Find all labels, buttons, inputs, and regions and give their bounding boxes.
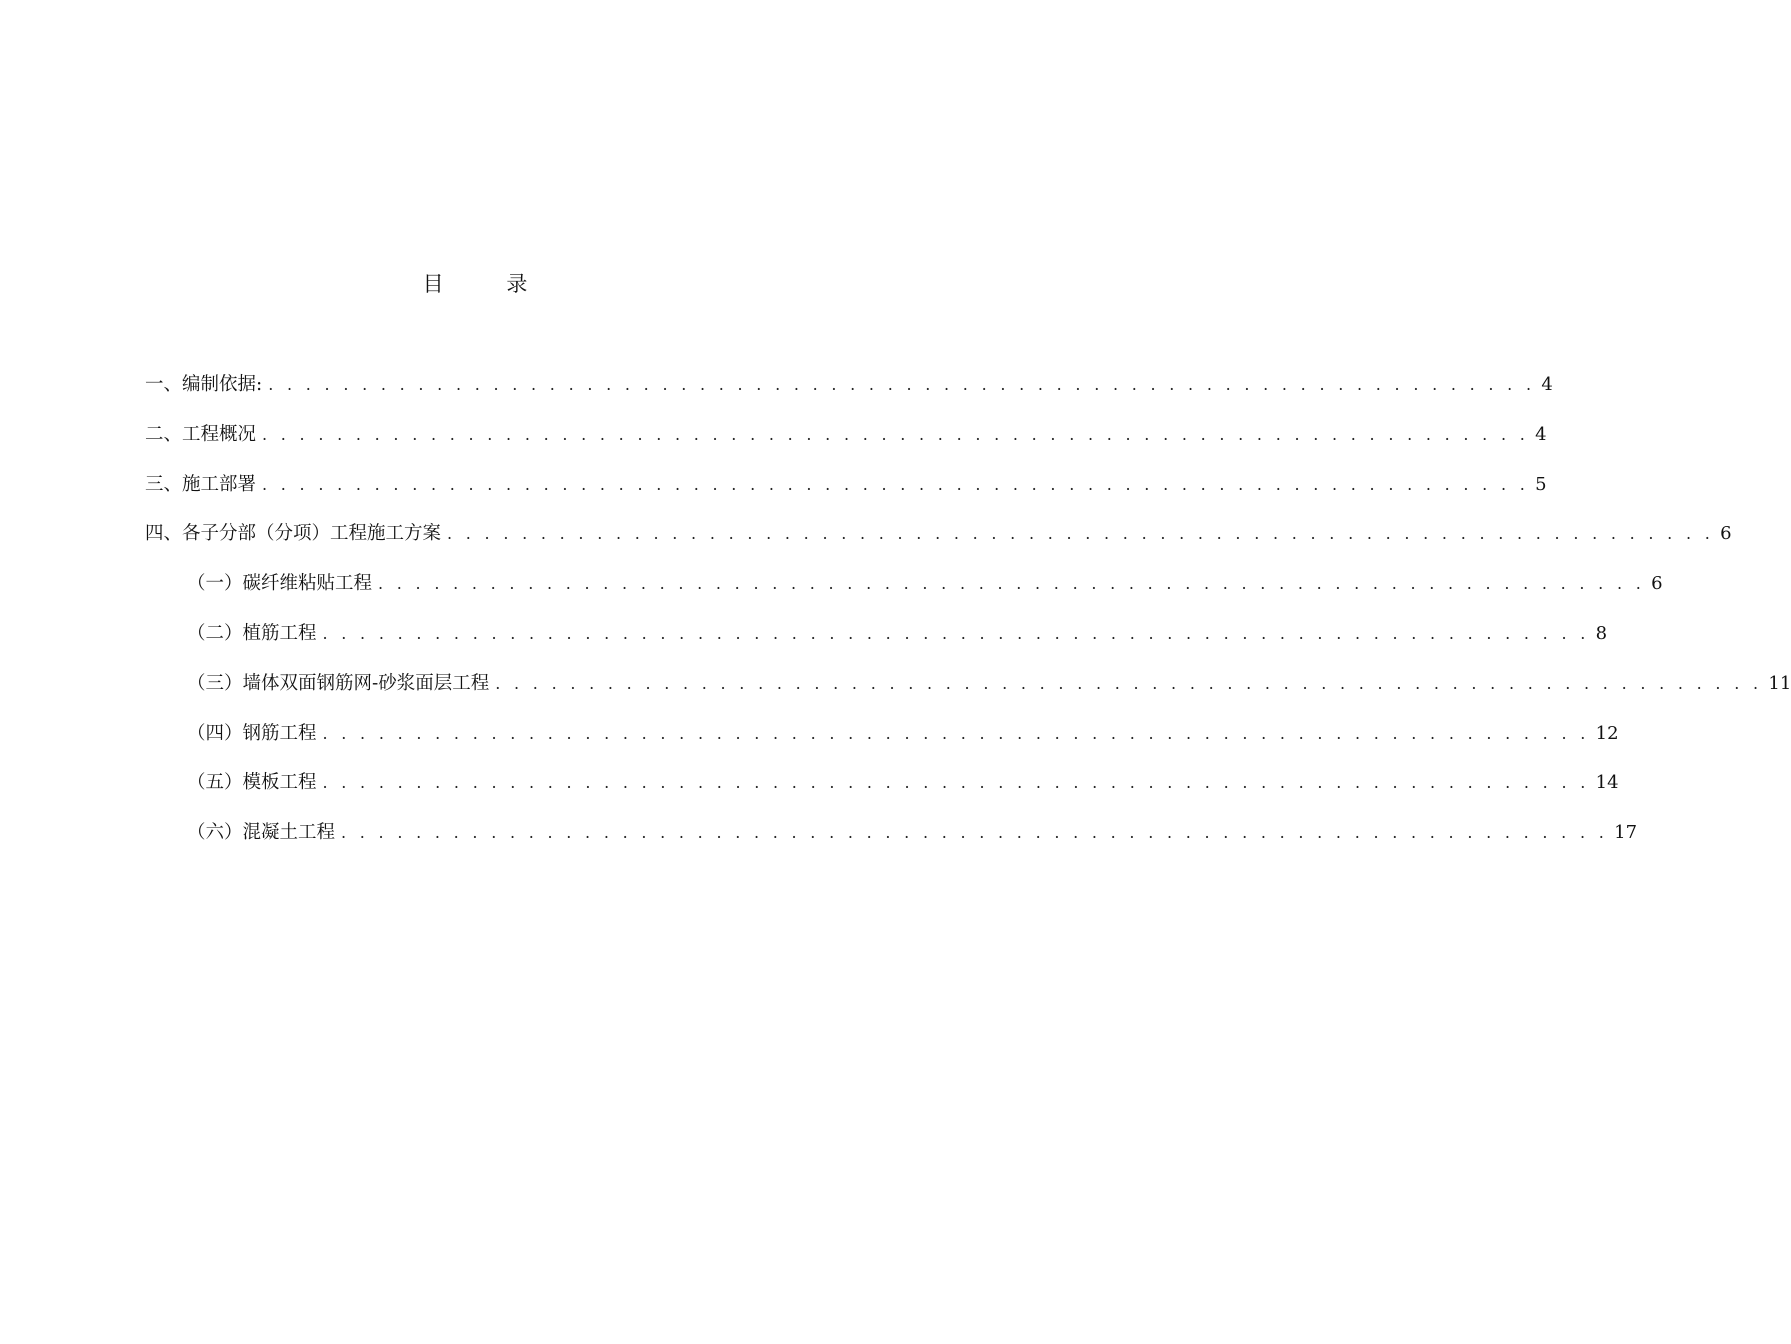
toc-entry-text: 二、工程概况 bbox=[145, 423, 257, 445]
toc-page-number: 5 bbox=[1535, 473, 1547, 495]
toc-entry-text: （六）混凝土工程 bbox=[187, 822, 336, 844]
toc-entry[interactable] bbox=[145, 668, 1791, 718]
toc-entry-text: （一）碳纤维粘贴工程 bbox=[187, 573, 373, 595]
toc-entry-text: 三、施工部署 bbox=[145, 473, 257, 495]
toc-entry-text: （五）模板工程 bbox=[187, 772, 317, 794]
toc-entry[interactable] bbox=[145, 767, 1619, 817]
table-of-contents bbox=[145, 369, 1791, 867]
toc-entry-text: （二）植筋工程 bbox=[187, 622, 317, 644]
toc-page-number: 8 bbox=[1595, 622, 1608, 644]
toc-entry[interactable] bbox=[145, 369, 1553, 419]
toc-entry[interactable] bbox=[145, 469, 1547, 519]
toc-entry[interactable] bbox=[145, 718, 1619, 768]
toc-leader-dots: . . . . . . . . . . . . . . . . . . . . . . . . . . . . . . . . . . . . . . . . . . . . . . . . . . . . . . . . . . . . . . . . . . . . bbox=[268, 375, 1536, 394]
toc-entry[interactable] bbox=[145, 568, 1663, 618]
toc-leader-dots: . . . . . . . . . . . . . . . . . . . . . . . . . . . . . . . . . . . . . . . . . . . . . . . . . . . . . . . . . . . . . . . . . . . . bbox=[322, 773, 1590, 793]
toc-page-number: 14 bbox=[1595, 772, 1619, 794]
toc-entry-text: （三）墙体双面钢筋网-砂浆面层工程 bbox=[187, 672, 490, 694]
toc-leader-dots: . . . . . . . . . . . . . . . . . . . . . . . . . . . . . . . . . . . . . . . . . . . . . . . . . . . . . . . . . . . . . . . . . . . . bbox=[341, 823, 1609, 843]
toc-entry-text: 一、编制依据: bbox=[145, 374, 263, 395]
toc-leader-dots: . . . . . . . . . . . . . . . . . . . . . . . . . . . . . . . . . . . . . . . . . . . . . . . . . . . . . . . . . . . . . . . . . . . . bbox=[322, 723, 1590, 743]
toc-entry[interactable] bbox=[145, 419, 1547, 469]
toc-leader-dots: . . . . . . . . . . . . . . . . . . . . . . . . . . . . . . . . . . . . . . . . . . . . . . . . . . . . . . . . . . . . . . . . . . . . bbox=[447, 524, 1715, 544]
toc-entry-text: 四、各子分部（分项）工程施工方案 bbox=[145, 523, 442, 545]
toc-page-number: 17 bbox=[1614, 822, 1638, 844]
toc-entry-text: （四）钢筋工程 bbox=[187, 722, 317, 744]
toc-page-number: 6 bbox=[1720, 523, 1732, 545]
toc-page-number: 4 bbox=[1535, 423, 1547, 445]
toc-entry[interactable] bbox=[145, 618, 1608, 668]
toc-page-number: 11 bbox=[1768, 672, 1791, 694]
toc-page-number: 6 bbox=[1651, 573, 1663, 595]
toc-page-number: 4 bbox=[1541, 374, 1553, 395]
toc-leader-dots: . . . . . . . . . . . . . . . . . . . . . . . . . . . . . . . . . . . . . . . . . . . . . . . . . . . . . . . . . . . . . . . . . . . . bbox=[262, 474, 1530, 494]
toc-leader-dots: . . . . . . . . . . . . . . . . . . . . . . . . . . . . . . . . . . . . . . . . . . . . . . . . . . . . . . . . . . . . . . . . . . . . bbox=[322, 623, 1590, 643]
toc-entry[interactable] bbox=[145, 817, 1638, 867]
toc-leader-dots: . . . . . . . . . . . . . . . . . . . . . . . . . . . . . . . . . . . . . . . . . . . . . . . . . . . . . . . . . . . . . . . . . . . . bbox=[378, 574, 1646, 594]
toc-leader-dots: . . . . . . . . . . . . . . . . . . . . . . . . . . . . . . . . . . . . . . . . . . . . . . . . . . . . . . . . . . . . . . . . . . . . bbox=[262, 424, 1530, 444]
toc-title: 目 录 bbox=[422, 272, 556, 296]
toc-leader-dots: . . . . . . . . . . . . . . . . . . . . . . . . . . . . . . . . . . . . . . . . . . . . . . . . . . . . . . . . . . . . . . . . . . . . bbox=[495, 673, 1763, 693]
toc-entry[interactable] bbox=[145, 518, 1732, 568]
toc-page-number: 12 bbox=[1595, 722, 1619, 744]
